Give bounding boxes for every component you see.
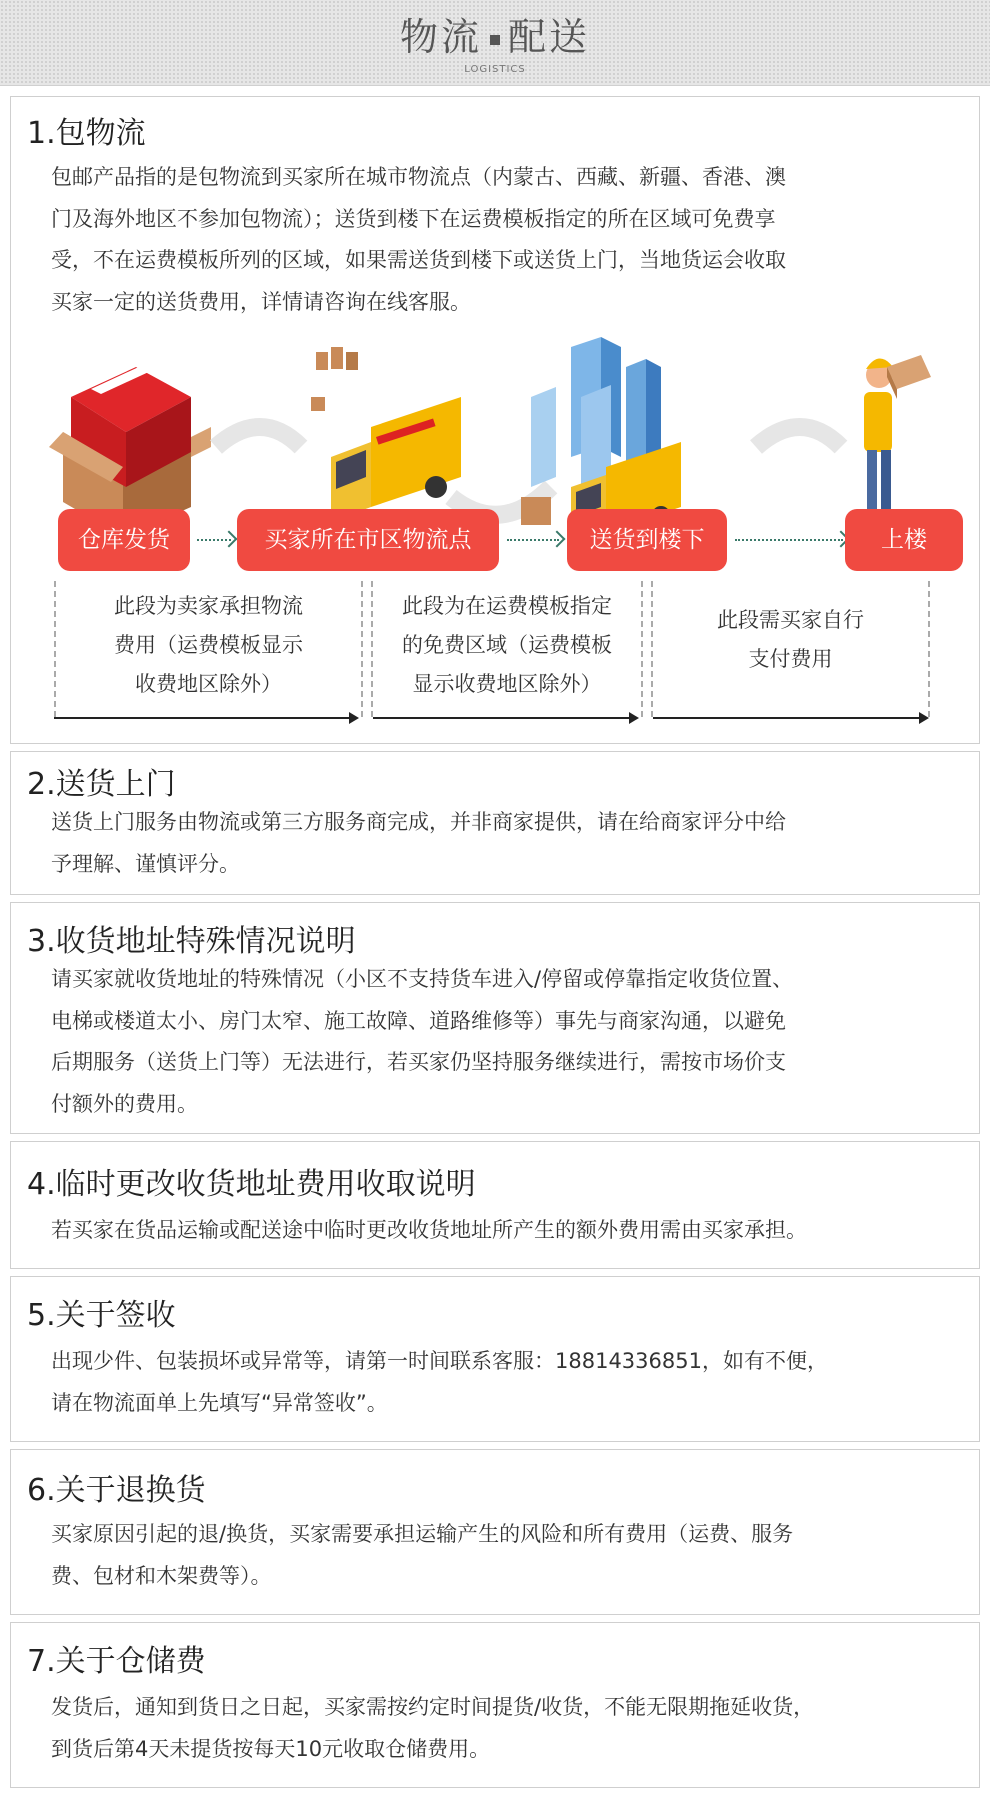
header-title xyxy=(0,14,990,60)
section-title: 4.临时更改收货地址费用收取说明 xyxy=(27,1167,476,1202)
flow-arrow-icon xyxy=(756,427,841,447)
flow-arrow-icon xyxy=(216,427,301,447)
body-line: 买家一定的送货费用，详情请咨询在线客服。 xyxy=(51,289,471,314)
body-line: 电梯或楼道太小、房门太窄、施工故障、道路维修等）事先与商家沟通，以避免 xyxy=(51,1008,786,1033)
section-sign-for xyxy=(10,1276,980,1442)
title-separator xyxy=(490,35,500,45)
page-header xyxy=(0,0,990,86)
header-title-left: 物流 xyxy=(399,15,482,59)
body-line: 买家原因引起的退/换货，买家需要承担运输产生的风险和所有费用（运费、服务 xyxy=(51,1522,794,1546)
section-body xyxy=(51,959,961,1125)
step-city-logistics-button: 买家所在市区物流点 xyxy=(237,509,499,571)
header-subtitle: LOGISTICS xyxy=(464,64,526,75)
segment-line: 此段需买家自行 xyxy=(717,608,864,632)
section-body xyxy=(51,802,961,885)
segment-line: 收费地区除外） xyxy=(135,672,282,696)
section-body xyxy=(51,1341,961,1424)
body-line: 包邮产品指的是包物流到买家所在城市物流点（内蒙古、西藏、新疆、香港、澳 xyxy=(51,165,786,189)
body-line: 若买家在货品运输或配送途中临时更改收货地址所产生的额外费用需由买家承担。 xyxy=(51,1218,807,1242)
segment-line: 此段为卖家承担物流 xyxy=(114,594,303,618)
section-special-address xyxy=(10,902,980,1134)
section-body xyxy=(51,157,961,323)
body-line: 请买家就收货地址的特殊情况（小区不支持货车进入/停留或停靠指定收货位置、 xyxy=(51,967,794,991)
step-upstairs-button: 上楼 xyxy=(845,509,963,571)
segment-line: 显示收费地区除外） xyxy=(412,672,602,696)
body-line: 请在物流面单上先填写“异常签收”。 xyxy=(51,1390,388,1415)
segment-text-seller xyxy=(56,587,361,704)
delivery-person-icon xyxy=(864,355,931,520)
header-title-right: 配送 xyxy=(508,15,591,59)
section-returns xyxy=(10,1449,980,1615)
delivery-truck-icon xyxy=(311,347,461,531)
section-title: 5.关于签收 xyxy=(27,1298,176,1333)
dotted-arrow-icon xyxy=(197,539,231,541)
body-line: 付额外的费用。 xyxy=(51,1091,198,1116)
section-title: 7.关于仓储费 xyxy=(27,1644,206,1679)
section-logistics xyxy=(10,96,980,744)
segment-arrow xyxy=(653,717,927,719)
segment-text-buyer xyxy=(653,601,928,679)
section-title: 3.收货地址特殊情况说明 xyxy=(27,924,356,959)
dotted-arrow-icon xyxy=(507,539,559,541)
segment-text-free-zone xyxy=(373,587,641,704)
body-line: 门及海外地区不参加包物流）；送货到楼下在运费模板指定的所在区域可免费享 xyxy=(51,206,776,231)
body-line: 送货上门服务由物流或第三方服务商完成，并非商家提供，请在给商家评分中给 xyxy=(51,810,786,834)
section-address-change xyxy=(10,1141,980,1269)
dotted-arrow-icon xyxy=(735,539,843,541)
section-storage-fee xyxy=(10,1622,980,1788)
segment-line: 费用（运费模板显示 xyxy=(114,633,303,657)
body-line: 出现少件、包装损坏或异常等，请第一时间联系客服：18814336851，如有不便， xyxy=(51,1349,828,1373)
section-body xyxy=(51,1687,961,1770)
body-line: 费、包材和木架费等）。 xyxy=(51,1563,272,1588)
segment-arrow xyxy=(54,717,357,719)
step-downstairs-button: 送货到楼下 xyxy=(567,509,727,571)
section-body xyxy=(51,1514,961,1597)
section-title: 1.包物流 xyxy=(27,116,146,151)
segment-divider xyxy=(641,581,643,717)
section-door-delivery xyxy=(10,751,980,895)
segment-line: 的免费区域（运费模板 xyxy=(402,633,612,657)
section-title: 2.送货上门 xyxy=(27,767,176,802)
section-body xyxy=(51,1210,961,1252)
body-line: 发货后，通知到货日之日起，买家需按约定时间提货/收货，不能无限期拖延收货， xyxy=(51,1695,815,1719)
body-line: 后期服务（送货上门等）无法进行，若买家仍坚持服务继续进行，需按市场价支 xyxy=(51,1050,786,1074)
segment-divider xyxy=(361,581,363,717)
segment-arrow xyxy=(373,717,637,719)
segment-line: 此段为在运费模板指定 xyxy=(402,594,612,618)
segment-line: 支付费用 xyxy=(748,647,833,671)
body-line: 到货后第4天未提货按每天10元收取仓储费用。 xyxy=(51,1736,491,1761)
step-warehouse-button: 仓库发货 xyxy=(58,509,190,571)
segment-divider xyxy=(928,581,930,717)
body-line: 予理解、谨慎评分。 xyxy=(51,851,240,876)
section-title: 6.关于退换货 xyxy=(27,1473,206,1508)
body-line: 受，不在运费模板所列的区域，如果需送货到楼下或送货上门，当地货运会收取 xyxy=(51,248,786,272)
